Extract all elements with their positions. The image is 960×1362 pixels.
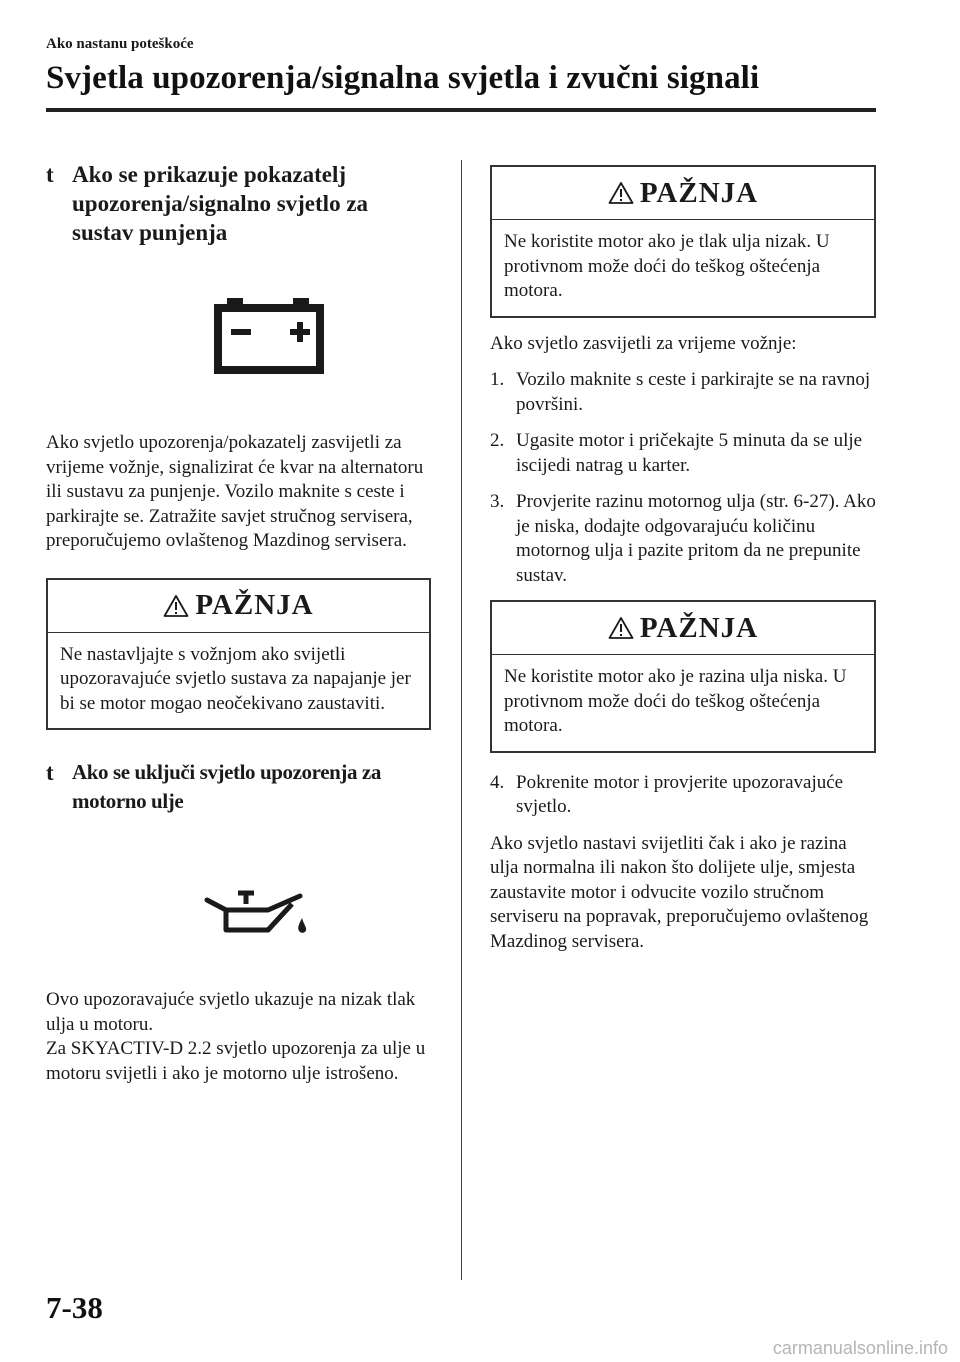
oil-paragraph-1: Ovo upozoravajuće svjetlo ukazuje na nizak tlak ulja u motoru.	[46, 989, 416, 1035]
caution-box-oil-level	[490, 600, 876, 753]
warning-triangle-icon	[608, 616, 634, 640]
step-item	[490, 490, 876, 588]
oil-figure	[46, 826, 431, 976]
caution-header	[492, 167, 874, 220]
step-text: Pokrenite motor i provjerite upozoravajuće svjetlo.	[516, 771, 844, 817]
step-item	[490, 429, 876, 478]
step-number: 1.	[490, 369, 505, 390]
charging-system-heading	[46, 160, 431, 247]
left-column	[46, 160, 431, 1086]
caution-title: PAŽNJA	[639, 176, 759, 209]
caution-text: Ne nastavljajte s vožnjom ako svijetli upozoravajuće svjetlo sustava za napajanje jer bi se motor mogao neočekivano zaustaviti.	[60, 643, 411, 714]
caution-title: PAŽNJA	[195, 589, 314, 621]
step-number: 4.	[490, 771, 505, 793]
caution-text: Ne koristite motor ako je razina ulja niska. U protivnom može doći do teškog oštećenja motora.	[504, 666, 847, 736]
steps-list-continued	[490, 771, 876, 820]
caution-text: Ne koristite motor ako je tlak ulja nizak. U protivnom može doći do teškog oštećenja motora.	[504, 231, 830, 301]
engine-oil-heading-text: Ako se uključi svjetlo upozorenja za motorno ulje	[72, 760, 381, 813]
steps-list	[490, 368, 876, 588]
warning-triangle-icon	[163, 594, 189, 618]
section-kicker: Ako nastanu poteškoće	[46, 36, 194, 52]
step-item	[490, 368, 876, 417]
oil-paragraph-2: Za SKYACTIV-D 2.2 svjetlo upozorenja za ulje u motoru svijetli i ako je motorno ulje istrošeno.	[46, 1038, 426, 1084]
battery-icon	[214, 295, 324, 375]
caution-box-oil-pressure	[490, 165, 876, 318]
title-rule	[46, 108, 876, 112]
watermark: carmanualsonline.info	[772, 1338, 948, 1358]
battery-figure	[46, 257, 431, 407]
warning-triangle-icon	[608, 181, 634, 205]
caution-header	[48, 580, 429, 633]
step-text: Ugasite motor i pričekajte 5 minuta da se ulje iscijedi natrag u karter.	[516, 430, 863, 476]
bullet-glyph: t	[46, 162, 54, 187]
charging-system-paragraph: Ako svjetlo upozorenja/pokazatelj zasvijetli za vrijeme vožnje, signalizirat će kvar na alternatoru ili sustavu za punjenje. Vozilo maknite s ceste i parkirajte se. Zatražite savjet stručnog servisera, preporučujemo ovlaštenog Mazdinog servisera.	[46, 432, 424, 551]
oil-can-icon	[204, 888, 314, 948]
column-divider	[461, 160, 462, 1280]
bullet-glyph: t	[46, 760, 54, 785]
charging-system-heading-text: Ako se prikazuje pokazatelj upozorenja/signalno svjetlo za sustav punjenja	[72, 162, 369, 245]
step-text: Vozilo maknite s ceste i parkirajte se na ravnoj površini.	[516, 369, 871, 415]
caution-title: PAŽNJA	[639, 611, 759, 644]
step-text: Provjerite razinu motornog ulja (str. 6-27). Ako je niska, dodajte odgovarajuću količinu motornog ulja i pazite pritom da ne prepunite sustav.	[516, 491, 876, 586]
caution-header	[492, 602, 874, 655]
caution-box-charging	[46, 578, 431, 731]
step-number: 3.	[490, 491, 505, 512]
step-item	[490, 771, 876, 820]
page-title: Svjetla upozorenja/signalna svjetla i zvučni signali	[46, 60, 760, 96]
step-number: 2.	[490, 430, 505, 451]
steps-intro: Ako svjetlo zasvijetli za vrijeme vožnje:	[490, 332, 797, 354]
engine-oil-heading	[46, 758, 431, 816]
right-column	[490, 160, 876, 954]
closing-paragraph: Ako svjetlo nastavi svijetliti čak i ako je razina ulja normalna ili nakon što dolijete ulje, smjesta zaustavite motor i odvucite vozilo stručnom serviseru na popravak, preporučujemo ovlaštenog Mazdinog servisera.	[490, 832, 869, 952]
page-number: 7-38	[46, 1290, 103, 1325]
